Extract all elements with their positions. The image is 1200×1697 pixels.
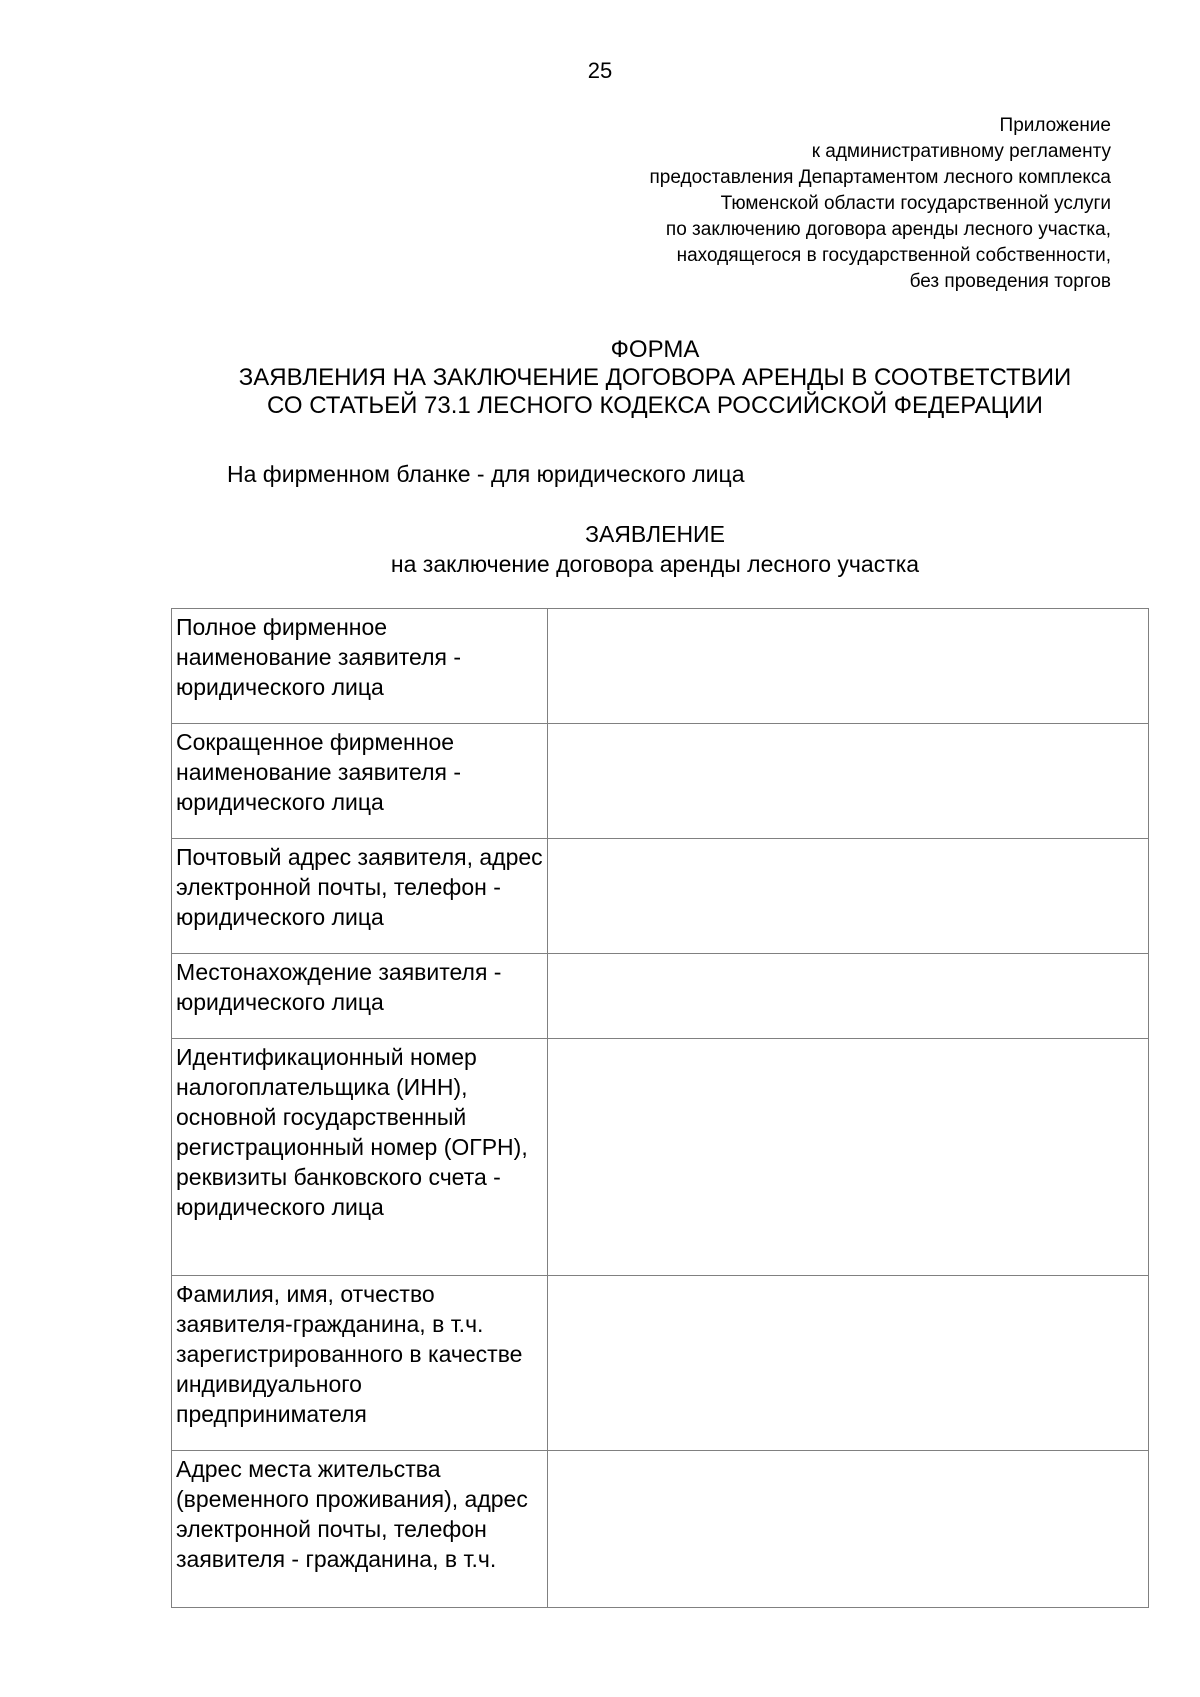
application-form-table bbox=[171, 608, 1149, 1608]
field-value[interactable] bbox=[548, 724, 1149, 839]
field-value[interactable] bbox=[548, 954, 1149, 1039]
appendix-line: находящегося в государственной собственности, bbox=[676, 245, 1111, 266]
statement-heading bbox=[0, 519, 1200, 579]
form-title-line: ЗАЯВЛЕНИЯ НА ЗАКЛЮЧЕНИЕ ДОГОВОРА АРЕНДЫ В СООТВЕТСТВИИ bbox=[238, 364, 1072, 391]
appendix-reference bbox=[650, 113, 1111, 295]
appendix-line: без проведения торгов bbox=[909, 271, 1111, 292]
table-row bbox=[172, 1451, 1149, 1608]
field-value[interactable] bbox=[548, 1039, 1149, 1276]
field-label: Фамилия, имя, отчество заявителя-гражданина, в т.ч. зарегистрированного в качестве индивидуального предпринимателя bbox=[172, 1276, 548, 1451]
field-value[interactable] bbox=[548, 1276, 1149, 1451]
field-value[interactable] bbox=[548, 1451, 1149, 1608]
field-label: Сокращенное фирменное наименование заявителя - юридического лица bbox=[172, 724, 548, 839]
table-row bbox=[172, 1039, 1149, 1276]
appendix-line: к административному регламенту bbox=[811, 141, 1111, 162]
table-row bbox=[172, 724, 1149, 839]
appendix-line: Тюменской области государственной услуги bbox=[720, 193, 1111, 214]
field-label: Адрес места жительства (временного проживания), адрес электронной почты, телефон заявителя - гражданина, в т.ч. bbox=[172, 1451, 548, 1608]
appendix-line: предоставления Департаментом лесного комплекса bbox=[649, 167, 1111, 188]
field-value[interactable] bbox=[548, 609, 1149, 724]
statement-subtitle: на заключение договора аренды лесного участка bbox=[390, 551, 920, 577]
field-label: Полное фирменное наименование заявителя - юридического лица bbox=[172, 609, 548, 724]
form-title-line: СО СТАТЬЕЙ 73.1 ЛЕСНОГО КОДЕКСА РОССИЙСКОЙ ФЕДЕРАЦИИ bbox=[267, 392, 1043, 419]
page-number: 25 bbox=[587, 58, 613, 83]
field-label: Идентификационный номер налогоплательщика (ИНН), основной государственный регистрационный номер (ОГРН), реквизиты банковского счета - юридического лица bbox=[172, 1039, 548, 1276]
letterhead-note: На фирменном бланке - для юридического лица bbox=[227, 461, 745, 487]
table-row bbox=[172, 1276, 1149, 1451]
appendix-line: по заключению договора аренды лесного участка, bbox=[665, 219, 1111, 240]
table-row bbox=[172, 954, 1149, 1039]
field-label: Почтовый адрес заявителя, адрес электронной почты, телефон - юридического лица bbox=[172, 839, 548, 954]
statement-title: ЗАЯВЛЕНИЕ bbox=[585, 521, 725, 547]
table-row bbox=[172, 839, 1149, 954]
table-row bbox=[172, 609, 1149, 724]
field-label: Местонахождение заявителя - юридического лица bbox=[172, 954, 548, 1039]
form-title bbox=[0, 336, 1200, 420]
form-title-line: ФОРМА bbox=[610, 336, 700, 363]
field-value[interactable] bbox=[548, 839, 1149, 954]
appendix-line: Приложение bbox=[999, 115, 1111, 136]
